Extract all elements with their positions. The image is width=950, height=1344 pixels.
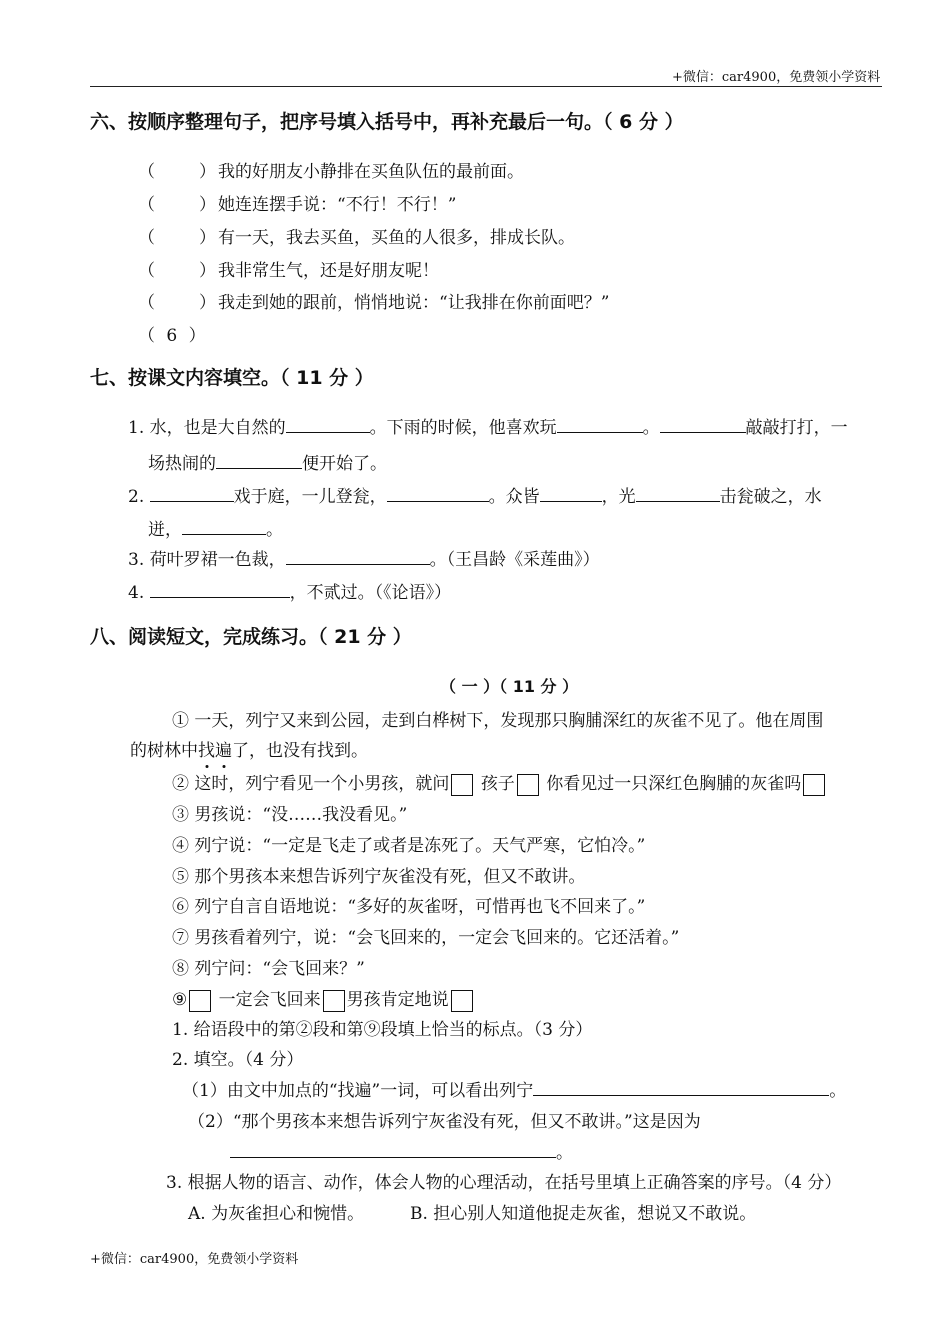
blank[interactable] (533, 1080, 829, 1096)
order-item-text: 有一天，我去买鱼，买鱼的人很多，排成长队。 (218, 228, 575, 248)
punctuation-box[interactable] (189, 990, 211, 1012)
bracket-open: （ (138, 195, 155, 215)
order-item-5 (138, 288, 609, 313)
punctuation-box[interactable] (451, 774, 473, 796)
punctuation-box[interactable] (803, 774, 825, 796)
section-7-title: 七、按课文内容填空。（ 11 分 ） (90, 367, 374, 389)
fill-q1-line2: 场热闹的 便开始了。 (148, 454, 387, 474)
passage-p6: ⑥ 列宁自言自语地说：“多好的灰雀呀，可惜再也飞不回来了。” (172, 897, 646, 917)
option-a: A. 为灰雀担心和惋惜。 (188, 1204, 365, 1224)
header-note: +微信：car4900，免费领小学资料 (672, 70, 881, 85)
order-item-last: （ 6 ） (138, 326, 206, 346)
blank[interactable] (150, 486, 234, 502)
passage-p9: ⑨ 一定会飞回来 男孩肯定地说 (172, 985, 475, 1012)
passage-p8: ⑧ 列宁问：“会飞回来？” (172, 959, 365, 979)
passage-p7: ⑦ 男孩看着列宁，说：“会飞回来的，一定会飞回来的。它还活着。” (172, 928, 680, 948)
order-item-text: 我的好朋友小静排在买鱼队伍的最前面。 (218, 162, 524, 182)
blank[interactable] (230, 1142, 556, 1158)
fill-q1-line1: 1. 水，也是大自然的 。下雨的时候，他喜欢玩 。 敲敲打打，一 (128, 418, 848, 438)
bracket-open: （ (138, 261, 155, 281)
section-8-title: 八、阅读短文，完成练习。（ 21 分 ） (90, 626, 412, 648)
punctuation-box[interactable] (517, 774, 539, 796)
blank[interactable] (182, 519, 266, 535)
passage-subtitle: （ 一 ）（ 11 分 ） (440, 677, 579, 696)
passage-p1-line1: ① 一天，列宁又来到公园，走到白桦树下，发现那只胸脯深红的灰雀不见了。他在周围 (172, 711, 824, 731)
question-3: 3. 根据人物的语言、动作，体会人物的心理活动，在括号里填上正确答案的序号。（4 分） (166, 1173, 842, 1193)
bracket-open: （ (138, 162, 155, 182)
question-2-2: （2）“那个男孩本来想告诉列宁灰雀没有死，但又不敢讲。”这是因为 (188, 1112, 701, 1132)
order-item-text: 她连连摆手说：“不行！不行！” (218, 195, 457, 215)
blank[interactable] (636, 486, 720, 502)
order-item-4 (138, 256, 439, 281)
fill-q4: 4. ，不贰过。（《论语》） (128, 583, 452, 603)
fill-q2-line1: 2. 戏于庭，一儿登瓮， 。众皆 ，光 击瓮破之，水 (128, 487, 822, 507)
blank[interactable] (150, 582, 290, 598)
bracket-open: （ (138, 293, 155, 313)
passage-p2: ② 这时，列宁看见一个小男孩，就问 孩子 你看见过一只深红色胸脯的灰雀吗 (172, 769, 827, 796)
passage-p1-line2: 的树林中找遍了，也没有找到。 (130, 741, 368, 761)
bracket-close: ） (199, 293, 216, 313)
section-6-title: 六、按顺序整理句子，把序号填入括号中，再补充最后一句。（ 6 分 ） (90, 111, 684, 133)
passage-p4: ④ 列宁说：“一定是飞走了或者是冻死了。天气严寒，它怕冷。” (172, 836, 646, 856)
blank[interactable] (557, 417, 643, 433)
blank[interactable] (286, 549, 430, 565)
order-item-2 (138, 190, 456, 215)
bracket-close: ） (199, 162, 216, 182)
punctuation-box[interactable] (323, 990, 345, 1012)
blank[interactable] (387, 486, 489, 502)
fill-q3: 3. 荷叶罗裙一色裁， 。（王昌龄《采莲曲》） (128, 550, 600, 570)
question-2-1: （1）由文中加点的“找遍”一词，可以看出列宁 。 (182, 1081, 847, 1101)
order-item-1 (138, 157, 524, 182)
blank[interactable] (216, 453, 302, 469)
option-b: B. 担心别人知道他捉走灰雀，想说又不敢说。 (410, 1204, 757, 1224)
blank[interactable] (660, 417, 746, 433)
order-item-text: 我走到她的跟前，悄悄地说：“让我排在你前面吧？” (218, 293, 610, 313)
question-1: 1. 给语段中的第②段和第⑨段填上恰当的标点。（3 分） (172, 1020, 593, 1040)
footer-note: +微信：car4900，免费领小学资料 (90, 1252, 299, 1267)
blank[interactable] (286, 417, 370, 433)
punctuation-box[interactable] (451, 990, 473, 1012)
bracket-close: ） (199, 228, 216, 248)
passage-p5: ⑤ 那个男孩本来想告诉列宁灰雀没有死，但又不敢讲。 (172, 867, 586, 887)
bracket-close: ） (199, 261, 216, 281)
header-rule (90, 86, 882, 87)
order-item-text: 我非常生气，还是好朋友呢！ (218, 261, 439, 281)
question-2: 2. 填空。（4 分） (172, 1050, 304, 1070)
question-2-2-answer: 。 (230, 1138, 573, 1163)
passage-p3: ③ 男孩说：“没……我没看见。” (172, 805, 408, 825)
order-item-3 (138, 223, 575, 248)
bracket-close: ） (199, 195, 216, 215)
emphasis-dot-char: 遍 (215, 741, 232, 761)
emphasis-dot-char: 找 (198, 741, 215, 761)
bracket-open: （ (138, 228, 155, 248)
fill-q2-line2: 迸， 。 (148, 520, 283, 540)
blank[interactable] (540, 486, 602, 502)
